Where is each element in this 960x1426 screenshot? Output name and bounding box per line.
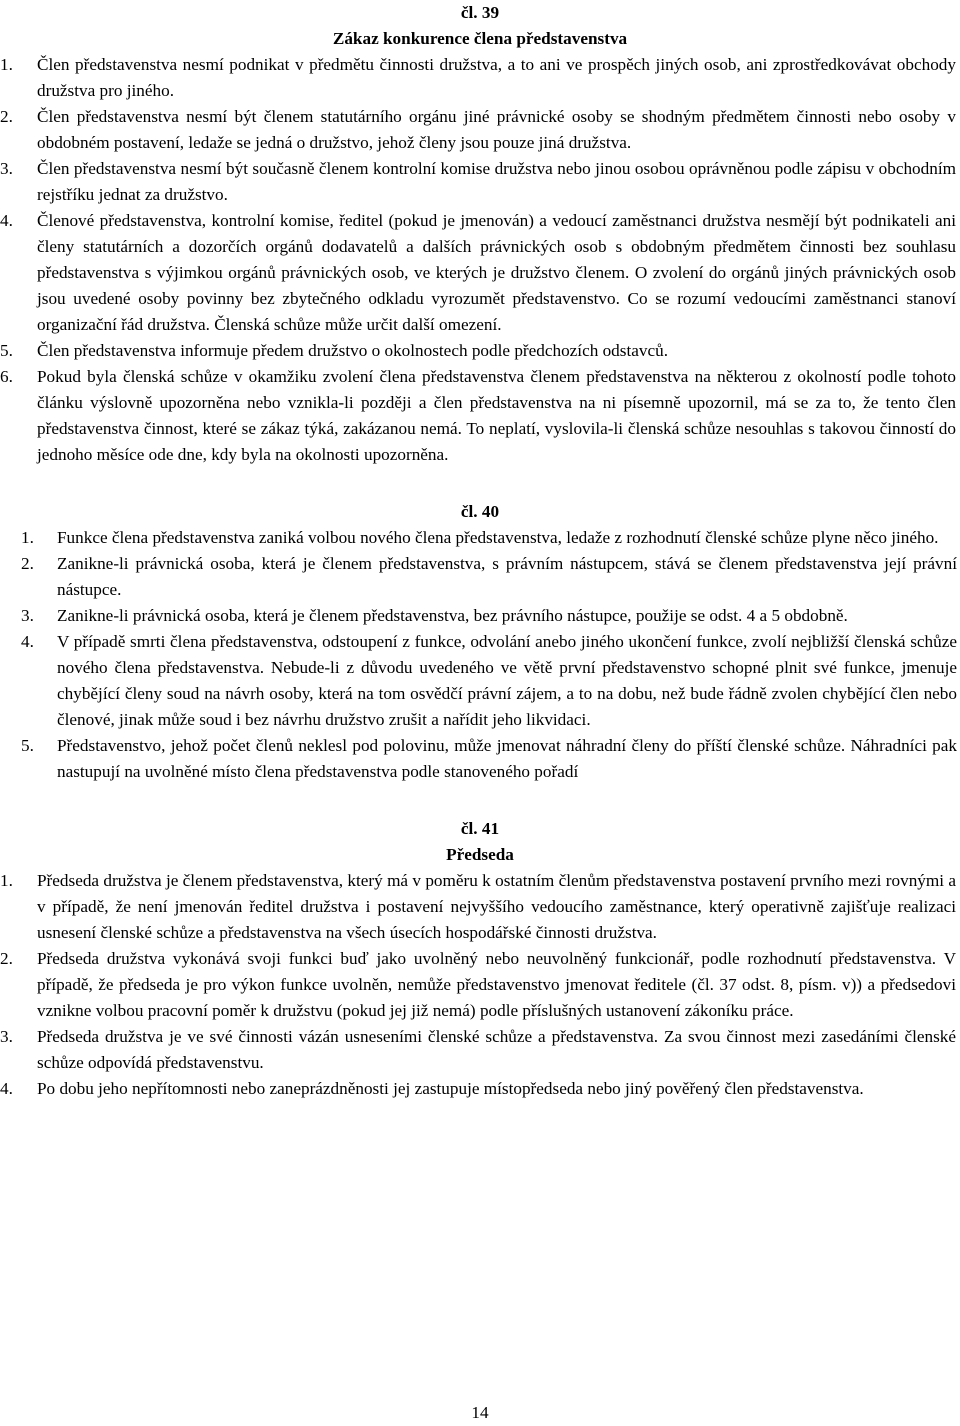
page-number: 14 [471,1403,489,1422]
paragraph [0,603,960,629]
paragraph-text: Předseda družstva vykonává svoji funkci buď jako uvolněný nebo neuvolněný funkcionář, podle rozhodnutí představenstva. V případě, že předseda je pro výkon funkce uvolněn, nemůže představenstvo jmenovat ředitele (čl. 37 odst. 8, písm. v)) a předsedovi vznikne volbou pracovní poměr k družstvu (pokud jej již nemá) podle příslušných ustanovení zákoníku práce. [37,949,956,1020]
paragraph-text: Členové představenstva, kontrolní komise, ředitel (pokud je jmenován) a vedoucí zaměstnanci družstva nesmějí být podnikateli ani členy statutárních a dozorčích orgánů dodavatelů a dalších právnických osob s obdobným předmětem činnosti bez souhlasu představenstva s výjimkou orgánů právnických osob, ve kterých je družstvo členem. O zvolení do orgánů jiných právnických osob jsou uvedené osoby povinny bez zbytečného odkladu vyrozumět představenstvo. Co se rozumí vedoucími zaměstnanci stanoví organizační řád družstva. Členská schůze může určit další omezení. [37,211,956,334]
paragraph [0,1024,960,1076]
paragraph [0,156,960,208]
spacer [0,785,960,816]
paragraph-number: 2. [0,949,13,968]
paragraph-number: 3. [0,159,13,178]
paragraph-text: Předseda družstva je členem představenstva, který má v poměru k ostatním členům představenstva postavení prvního mezi rovnými a v případě, že není jmenován ředitel družstva i postavení nejvyššího vedoucího zaměstnance, který operativně zajišťuje realizaci usnesení členské schůze a představenstva na všech úsecích hospodářské činnosti družstva. [37,871,956,942]
paragraph [0,946,960,1024]
article-title: Předseda [446,845,514,864]
article-heading: čl. 40 [460,502,500,521]
paragraph-number: 1. [0,55,13,74]
paragraph-text: Člen představenstva informuje předem družstvo o okolnostech podle předchozích odstavců. [37,341,668,360]
paragraph-number: 1. [0,871,13,890]
paragraph [0,868,960,946]
article-40 [0,499,960,785]
spacer [0,468,960,499]
paragraph-number: 4. [0,211,13,230]
article-heading: čl. 39 [460,3,500,22]
paragraph-text: Předseda družstva je ve své činnosti vázán usneseními členské schůze a představenstva. Za svou činnost mezi zasedáními členské schůze odpovídá představenstvu. [37,1027,956,1072]
paragraph [0,733,960,785]
paragraph-text: Zanikne-li právnická osoba, která je členem představenstva, s právním nástupcem, stává se členem představenstva její právní nástupce. [57,554,957,599]
article-41 [0,816,960,1102]
paragraph-text: Po dobu jeho nepřítomnosti nebo zaneprázdněnosti jej zastupuje místopředseda nebo jiný pověřený člen představenstva. [37,1079,864,1098]
paragraph-text: V případě smrti člena představenstva, odstoupení z funkce, odvolání anebo jiného ukončení funkce, zvolí nejbližší členská schůze nového člena představenstva. Nebude-li z důvodu uvedeného ve větě první představenstvo schopné plnit své funkce, jmenuje chybějící členy soud na návrh osoby, která na tom osvědčí právní zájem, a to na dobu, než bude řádně zvolen chybějící člen nebo členové, jinak může soud i bez návrhu družstvo zrušit a nařídit jeho likvidaci. [57,632,957,729]
paragraph-number: 4. [21,632,34,651]
paragraph-number: 1. [21,528,34,547]
paragraph-text: Zanikne-li právnická osoba, která je členem představenstva, bez právního nástupce, použije se odst. 4 a 5 obdobně. [57,606,848,625]
paragraph [0,629,960,733]
paragraph-number: 3. [0,1027,13,1046]
paragraph-number: 5. [0,341,13,360]
paragraph-number: 6. [0,367,13,386]
paragraph-text: Člen představenstva nesmí být současně členem kontrolní komise družstva nebo jinou osobou oprávněnou podle zápisu v obchodním rejstříku jednat za družstvo. [37,159,956,204]
paragraph-number: 3. [21,606,34,625]
article-39 [0,0,960,468]
paragraph-number: 5. [21,736,34,755]
paragraph-number: 4. [0,1079,13,1098]
paragraph-text: Člen představenstva nesmí být členem statutárního orgánu jiné právnické osoby se shodným předmětem činnosti nebo osoby v obdobném postavení, ledaže se jedná o družstvo, jehož členy jsou pouze jiná družstva. [37,107,956,152]
paragraph-number: 2. [21,554,34,573]
paragraph-text: Představenstvo, jehož počet členů neklesl pod polovinu, může jmenovat náhradní členy do příští členské schůze. Náhradníci pak nastupují na uvolněné místo člena představenstva podle stanoveného pořadí [57,736,957,781]
paragraph [0,364,960,468]
article-title: Zákaz konkurence člena představenstva [332,29,628,48]
paragraph [0,104,960,156]
paragraph [0,52,960,104]
paragraph-number: 2. [0,107,13,126]
paragraph [0,338,960,364]
article-heading: čl. 41 [460,819,500,838]
paragraph [0,1076,960,1102]
paragraph [0,208,960,338]
paragraph [0,551,960,603]
paragraph-text: Funkce člena představenstva zaniká volbou nového člena představenstva, ledaže z rozhodnutí členské schůze plyne něco jiného. [57,528,939,547]
paragraph-text: Pokud byla členská schůze v okamžiku zvolení člena představenstva členem představenstva na některou z okolností podle tohoto článku výslovně upozorněna nebo vznikla-li později a člen představenstva na ni písemně upozornil, má se za to, že tento člen představenstva činnost, které se zákaz týká, zakázanou nemá. To neplatí, vyslovila-li členská schůze nesouhlas s takovou činností do jednoho měsíce ode dne, kdy byla na okolnosti upozorněna. [37,367,956,464]
paragraph-text: Člen představenstva nesmí podnikat v předmětu činnosti družstva, a to ani ve prospěch jiných osob, ani zprostředkovávat obchody družstva pro jiného. [37,55,956,100]
paragraph [0,525,960,551]
